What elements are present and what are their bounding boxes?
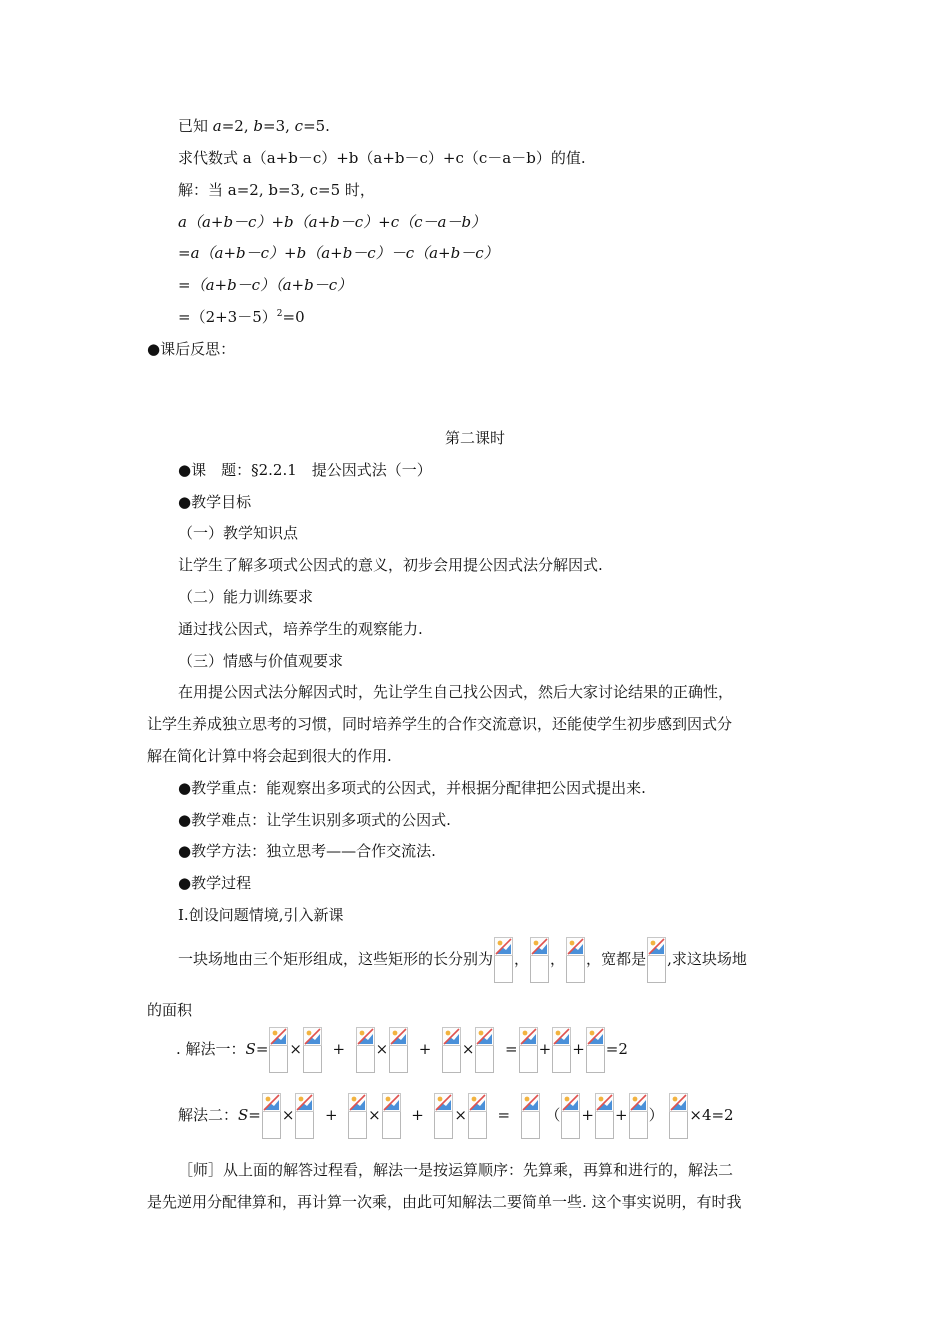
process-heading: ● 教学过程 (178, 873, 251, 893)
broken-image-icon (629, 1093, 648, 1112)
image-placeholder (519, 1027, 538, 1073)
image-placeholder (552, 1027, 571, 1073)
image-placeholder (561, 1093, 580, 1139)
image-placeholder (389, 1027, 408, 1073)
emotion-line-2: 让学生养成独立思考的习惯，同时培养学生的合作交流意识，还能使学生初步感到因式分 (147, 715, 733, 733)
teacher-remark-line-2: 是先逆用分配律算和，再计算一次乘，由此可知解法二要简单一些. 这个事实说明，有时我 (147, 1193, 742, 1211)
image-placeholder (475, 1027, 494, 1073)
method: ● 教学方法：独立思考——合作交流法. (178, 841, 436, 861)
broken-image-icon (269, 1027, 288, 1046)
broken-image-icon (521, 1093, 540, 1112)
knowledge-heading: （一）教学知识点 (178, 524, 299, 542)
solution-2: 解法二：S= × + × + × = （ + + ） ×4=2 (178, 1092, 734, 1139)
broken-image-icon (295, 1093, 314, 1112)
image-placeholder (303, 1027, 322, 1073)
image-placeholder (434, 1093, 453, 1139)
broken-image-icon (595, 1093, 614, 1112)
broken-image-icon (442, 1027, 461, 1046)
image-placeholder (494, 937, 513, 983)
reflection-heading: ● 课后反思： (147, 339, 235, 359)
broken-image-icon (348, 1093, 367, 1112)
broken-image-icon (262, 1093, 281, 1112)
image-placeholder (356, 1027, 375, 1073)
image-placeholder (595, 1093, 614, 1139)
emotion-line-3: 解在简化计算中将会起到很大的作用. (147, 747, 392, 765)
emotion-line-1: 在用提公因式法分解因式时，先让学生自己找公因式，然后大家讨论结果的正确性， (178, 683, 734, 701)
solution-1: . 解法一：S= × + × + × = + + =2 (176, 1026, 628, 1073)
broken-image-icon (303, 1027, 322, 1046)
image-placeholder (442, 1027, 461, 1073)
solution-step-3: =（a+b－c）（a+b－c） (178, 276, 353, 294)
broken-image-icon (519, 1027, 538, 1046)
problem-line-2: 的面积 (147, 1001, 193, 1019)
broken-image-icon (566, 937, 585, 956)
image-placeholder (348, 1093, 367, 1139)
key-point: ● 教学重点：能观察出多项式的公因式，并根据分配律把公因式提出来. (178, 778, 646, 798)
teacher-remark-line-1: ［师］从上面的解答过程看，解法一是按运算顺序：先算乘，再算和进行的，解法二 (178, 1161, 734, 1179)
broken-image-icon (552, 1027, 571, 1046)
solution-step-1: a（a+b－c）+b（a+b－c）+c（c－a－b） (178, 213, 487, 231)
broken-image-icon (669, 1093, 688, 1112)
problem-statement: 一块场地由三个矩形组成，这些矩形的长分别为 ， ， ，宽都是 ,求这块场地 (178, 936, 747, 983)
broken-image-icon (530, 937, 549, 956)
image-placeholder (269, 1027, 288, 1073)
broken-image-icon (389, 1027, 408, 1046)
broken-image-icon (475, 1027, 494, 1046)
image-placeholder (295, 1093, 314, 1139)
emotion-heading: （三）情感与价值观要求 (178, 652, 344, 670)
given-values: 已知 a=2, b=3, c=5. (178, 117, 330, 135)
image-placeholder (566, 937, 585, 983)
broken-image-icon (382, 1093, 401, 1112)
image-placeholder (629, 1093, 648, 1139)
image-placeholder (521, 1093, 540, 1139)
ability-heading: （二）能力训练要求 (178, 588, 314, 606)
lesson-title: 第二课时 (444, 429, 505, 447)
image-placeholder (669, 1093, 688, 1139)
difficulty: ● 教学难点：让学生识别多项式的公因式. (178, 810, 451, 830)
broken-image-icon (434, 1093, 453, 1112)
image-placeholder (382, 1093, 401, 1139)
section-1-heading: Ⅰ.创设问题情境,引入新课 (178, 906, 344, 924)
ability-text: 通过找公因式，培养学生的观察能力. (178, 620, 423, 638)
solution-step-4: $=(2+3-5)^2=0$ (178, 308, 305, 326)
solution-step-2: =a（a+b－c）+b（a+b－c）－c（a+b－c） (178, 244, 499, 262)
broken-image-icon (356, 1027, 375, 1046)
lesson-topic: ● 课 题：§2.2.1 提公因式法（一） (178, 460, 432, 480)
knowledge-text: 让学生了解多项式公因式的意义，初步会用提公因式法分解因式. (178, 556, 603, 574)
broken-image-icon (647, 937, 666, 956)
example-task: 求代数式 a（a+b－c）+b（a+b－c）+c（c－a－b）的值. (178, 149, 586, 167)
broken-image-icon (586, 1027, 605, 1046)
image-placeholder (586, 1027, 605, 1073)
image-placeholder (530, 937, 549, 983)
broken-image-icon (494, 937, 513, 956)
image-placeholder (647, 937, 666, 983)
image-placeholder (468, 1093, 487, 1139)
broken-image-icon (468, 1093, 487, 1112)
broken-image-icon (561, 1093, 580, 1112)
image-placeholder (262, 1093, 281, 1139)
solution-intro: 解：当 a=2, b=3, c=5 时， (178, 181, 375, 199)
goals-heading: ● 教学目标 (178, 492, 251, 512)
